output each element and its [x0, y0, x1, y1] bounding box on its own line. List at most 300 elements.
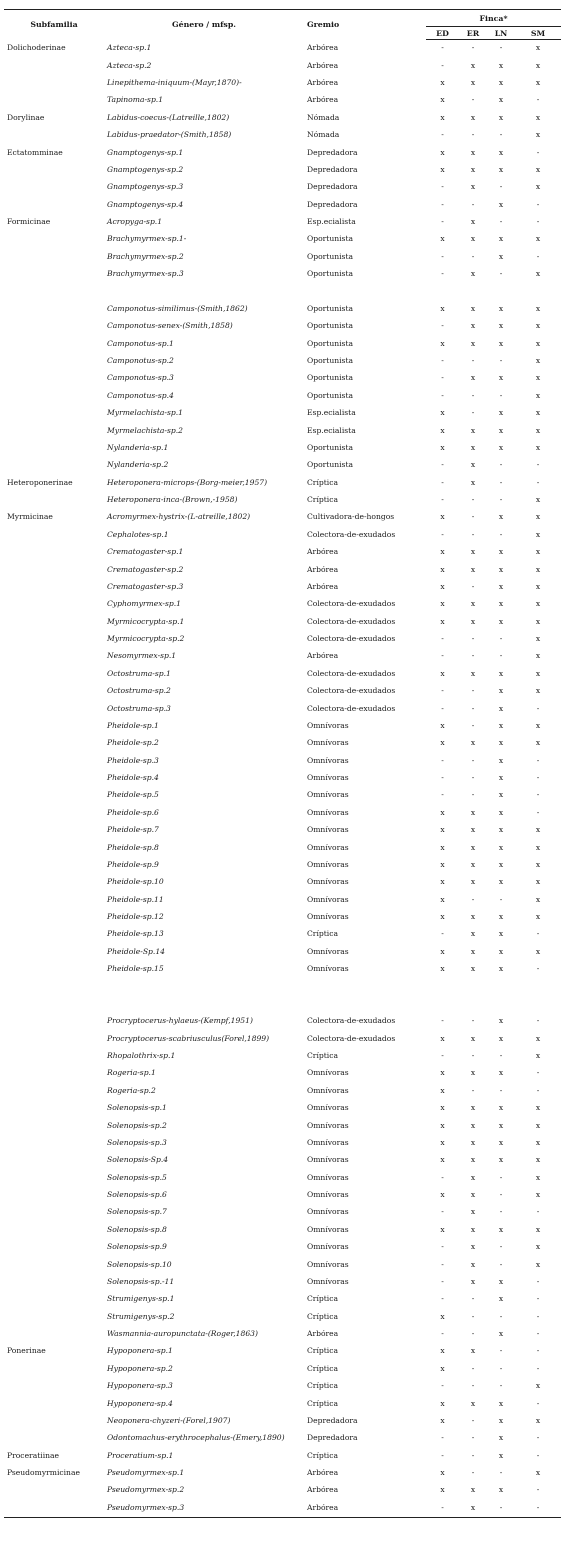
finca-er-cell: x — [470, 147, 476, 157]
finca-er-cell: x — [470, 1103, 476, 1113]
subfamilia-cell — [4, 1100, 104, 1117]
finca-er-cell: x — [470, 859, 476, 869]
subfamilia-cell — [4, 75, 104, 92]
finca-sm-cell: - — [536, 477, 540, 487]
finca-ed-cell: x — [440, 912, 445, 922]
subfamilia-cell: Myrmicinae — [7, 512, 53, 522]
gremio-cell: Omnívoras — [307, 773, 349, 783]
table-row — [4, 1239, 561, 1256]
finca-sm-cell: - — [536, 773, 540, 783]
gremio-cell: Arbórea — [307, 1468, 339, 1478]
finca-sm-cell: x — [535, 1224, 541, 1234]
finca-er-cell: x — [470, 60, 476, 70]
finca-ed-cell: - — [441, 1276, 444, 1286]
table-row — [4, 700, 561, 717]
subfamilia-cell — [4, 1117, 104, 1134]
finca-sm-cell: x — [535, 373, 541, 383]
finca-ed-cell: - — [441, 651, 444, 661]
subfamilia-cell — [4, 492, 104, 509]
finca-ed-cell: - — [441, 1294, 444, 1304]
finca-ln-cell: x — [498, 321, 504, 331]
subfamilia-cell — [4, 596, 104, 613]
genero-cell: Brachymyrmex-sp.3 — [107, 269, 184, 279]
finca-sm-cell: x — [535, 1242, 541, 1252]
finca-ed-cell: x — [440, 564, 445, 574]
table-row — [4, 1430, 561, 1447]
finca-sm-cell: - — [536, 147, 540, 157]
genero-cell: Procryptocerus-scabriusculus(Forel,1899) — [107, 1033, 270, 1043]
finca-ln-cell: x — [498, 1433, 504, 1443]
subfamilia-cell — [4, 440, 104, 457]
finca-er-cell: x — [470, 182, 476, 192]
finca-ed-cell: - — [441, 1242, 444, 1252]
genero-cell: Neoponera-chyzeri-(Forel,1907) — [107, 1415, 231, 1425]
gremio-cell: Oportunista — [307, 338, 354, 348]
table-row — [4, 1395, 561, 1412]
finca-er-cell: x — [470, 442, 476, 452]
subfamilia-cell — [4, 1187, 104, 1204]
table-row — [4, 440, 561, 457]
finca-er-cell: - — [471, 130, 475, 140]
spacer-row — [4, 283, 561, 300]
finca-ln-cell: x — [498, 703, 504, 713]
finca-ln-cell: x — [498, 251, 504, 261]
gremio-cell: Omnívoras — [307, 946, 349, 956]
finca-ed-cell: x — [440, 668, 445, 678]
finca-sm-cell: - — [536, 755, 540, 765]
finca-ln-cell: - — [499, 269, 503, 279]
finca-er-cell: - — [471, 1311, 475, 1321]
finca-er-cell: x — [470, 1068, 476, 1078]
finca-ed-cell: x — [440, 1085, 445, 1095]
finca-ln-cell: x — [498, 616, 504, 626]
finca-er-cell: x — [470, 912, 476, 922]
gremio-cell: Arbórea — [307, 547, 339, 557]
finca-er-cell: x — [470, 321, 476, 331]
finca-ed-cell: x — [440, 894, 445, 904]
gremio-cell: Omnívoras — [307, 825, 349, 835]
genero-cell: Hypoponera-sp.2 — [107, 1363, 173, 1373]
table-row — [4, 1100, 561, 1117]
table-row — [4, 1447, 561, 1464]
finca-sm-cell: - — [536, 1485, 540, 1495]
finca-sm-cell: x — [535, 442, 541, 452]
finca-sm-cell: x — [535, 894, 541, 904]
finca-sm-cell: - — [515, 1500, 561, 1518]
gremio-cell: Nómada — [307, 130, 340, 140]
subfamilia-cell — [4, 92, 104, 109]
finca-er-cell: - — [471, 1363, 475, 1373]
finca-sm-cell: x — [535, 112, 541, 122]
finca-sm-cell: x — [535, 269, 541, 279]
finca-ln-cell: - — [499, 1207, 503, 1217]
table-row — [4, 752, 561, 769]
header-ln: LN — [487, 27, 515, 40]
subfamilia-cell — [4, 370, 104, 387]
table-row — [4, 1083, 561, 1100]
finca-sm-cell: x — [535, 1381, 541, 1391]
gremio-cell: Críptica — [307, 477, 338, 487]
genero-cell: Pseudomyrmex-sp.2 — [107, 1485, 185, 1495]
genero-cell: Azteca-sp.1 — [107, 43, 152, 53]
subfamilia-cell — [4, 857, 104, 874]
finca-ln-cell: - — [487, 1500, 515, 1518]
finca-ln-cell: - — [499, 1363, 503, 1373]
header-ed: ED — [426, 27, 459, 40]
genero-cell: Pheidole-sp.2 — [107, 738, 159, 748]
finca-ed-cell: x — [440, 1415, 445, 1425]
finca-ed-cell: x — [440, 147, 445, 157]
finca-sm-cell: - — [536, 1398, 540, 1408]
gremio-cell: Colectora-de-exudados — [307, 634, 396, 644]
subfamilia-cell — [4, 874, 104, 891]
finca-sm-cell: x — [535, 60, 541, 70]
finca-ed-cell: x — [440, 946, 445, 956]
finca-sm-cell: - — [536, 1276, 540, 1286]
genero-cell: Octostruma-sp.2 — [107, 686, 171, 696]
finca-ln-cell: x — [498, 912, 504, 922]
finca-sm-cell: x — [535, 529, 541, 539]
table-row — [4, 1030, 561, 1047]
genero-cell: Pheidole-sp.3 — [107, 755, 159, 765]
finca-sm-cell: x — [535, 1137, 541, 1147]
finca-er-cell: x — [470, 877, 476, 887]
subfamilia-cell — [4, 1013, 104, 1030]
subfamilia-cell — [4, 1048, 104, 1065]
finca-ed-cell: - — [441, 1172, 444, 1182]
finca-er-cell: x — [470, 807, 476, 817]
finca-sm-cell: - — [536, 95, 540, 105]
finca-ln-cell: x — [498, 303, 504, 313]
subfamilia-cell: Ponerinae — [7, 1346, 46, 1356]
finca-sm-cell: x — [535, 686, 541, 696]
gremio-cell: Colectora-de-exudados — [307, 1016, 396, 1026]
finca-ln-cell: x — [498, 720, 504, 730]
finca-sm-cell: - — [536, 460, 540, 470]
finca-er-cell: - — [471, 495, 475, 505]
genero-cell: Pheidole-sp.1 — [107, 720, 159, 730]
gremio-cell: Oportunista — [307, 234, 354, 244]
finca-ln-cell: x — [498, 95, 504, 105]
finca-ln-cell: x — [498, 964, 504, 974]
finca-er-cell: x — [470, 825, 476, 835]
table-row — [4, 370, 561, 387]
subfamilia-cell — [4, 735, 104, 752]
gremio-cell: Cultivadora-de-hongos — [307, 512, 395, 522]
finca-ln-cell: - — [499, 1259, 503, 1269]
finca-sm-cell: x — [535, 547, 541, 557]
subfamilia-cell — [4, 839, 104, 856]
genero-cell: Acropyga-sp.1 — [107, 217, 163, 227]
finca-ed-cell: - — [441, 1051, 444, 1061]
finca-sm-cell: - — [536, 1207, 540, 1217]
finca-ed-cell: - — [441, 460, 444, 470]
gremio-cell: Oportunista — [307, 269, 354, 279]
table-row — [4, 857, 561, 874]
finca-er-cell: x — [470, 338, 476, 348]
finca-er-cell: x — [470, 1259, 476, 1269]
subfamilia-cell — [4, 805, 104, 822]
finca-ln-cell: x — [498, 78, 504, 88]
table-row — [4, 509, 561, 526]
gremio-cell: Omnívoras — [307, 1137, 349, 1147]
genero-cell: Camponotus-sp.4 — [107, 390, 174, 400]
finca-er-cell: - — [471, 686, 475, 696]
table-row — [4, 909, 561, 926]
genero-cell: Tapinoma-sp.1 — [107, 95, 164, 105]
genero-cell: Pheidole-sp.4 — [107, 773, 159, 783]
finca-er-cell: x — [470, 477, 476, 487]
genero-cell: Solenopsis-sp.6 — [107, 1190, 167, 1200]
finca-sm-cell: x — [535, 1415, 541, 1425]
table-row — [4, 1048, 561, 1065]
finca-er-cell: x — [470, 842, 476, 852]
subfamilia-cell — [4, 579, 104, 596]
table-row — [4, 579, 561, 596]
gremio-cell: Omnívoras — [307, 1068, 349, 1078]
gremio-cell: Arbórea — [307, 78, 339, 88]
finca-sm-cell: x — [535, 1103, 541, 1113]
finca-ln-cell: - — [499, 182, 503, 192]
gremio-cell: Arbórea — [307, 43, 339, 53]
finca-er-cell: - — [471, 199, 475, 209]
table-row — [4, 1482, 561, 1499]
finca-ln-cell: x — [498, 755, 504, 765]
subfamilia-cell: Proceratiinae — [7, 1450, 60, 1460]
gremio-cell: Omnívoras — [307, 1172, 349, 1182]
finca-ln-cell: x — [498, 807, 504, 817]
genero-cell: Linepithema-iniquum-(Mayr,1870)- — [107, 78, 242, 88]
genero-cell: Camponotus-sp.2 — [107, 356, 174, 366]
finca-er-cell: x — [470, 112, 476, 122]
subfamilia-cell — [4, 422, 104, 439]
finca-sm-cell: - — [536, 790, 540, 800]
finca-ed-cell: x — [440, 1155, 445, 1165]
finca-ed-cell: - — [441, 1450, 444, 1460]
gremio-cell: Críptica — [307, 1051, 338, 1061]
subfamilia-cell — [4, 1395, 104, 1412]
finca-ln-cell: - — [499, 390, 503, 400]
header-finca: Finca* — [426, 10, 561, 27]
subfamilia-cell — [4, 648, 104, 665]
finca-sm-cell: x — [535, 1120, 541, 1130]
table-row — [4, 1308, 561, 1325]
genero-cell: Rhopalothrix-sp.1 — [107, 1051, 176, 1061]
finca-sm-cell: x — [535, 616, 541, 626]
genero-cell: Acromyrmex-hystrix-(L-atreille,1802) — [107, 512, 251, 522]
subfamilia-cell — [4, 544, 104, 561]
gremio-cell: Omnívoras — [307, 964, 349, 974]
finca-er-cell: - — [471, 356, 475, 366]
genero-cell: Pheidole-sp.5 — [107, 790, 159, 800]
subfamilia-cell — [4, 266, 104, 283]
subfamilia-cell — [4, 683, 104, 700]
gremio-cell: Omnívoras — [307, 807, 349, 817]
table-row — [4, 75, 561, 92]
finca-ed-cell: - — [441, 790, 444, 800]
genero-cell: Nylanderia-sp.1 — [107, 442, 169, 452]
subfamilia-cell — [4, 1308, 104, 1325]
finca-er-cell: - — [471, 1085, 475, 1095]
table-row — [4, 891, 561, 908]
finca-ed-cell: - — [441, 1207, 444, 1217]
finca-ed-cell: - — [441, 321, 444, 331]
finca-ln-cell: x — [498, 825, 504, 835]
table-row — [4, 196, 561, 213]
finca-sm-cell: x — [535, 425, 541, 435]
finca-er-cell: x — [470, 929, 476, 939]
gremio-cell: Oportunista — [307, 442, 354, 452]
finca-sm-cell: x — [535, 495, 541, 505]
subfamilia-cell: Ectatomminae — [7, 147, 63, 157]
finca-ed-cell: - — [441, 1016, 444, 1026]
subfamilia-cell — [4, 1204, 104, 1221]
finca-er-cell: x — [470, 303, 476, 313]
subfamilia-cell — [4, 561, 104, 578]
table-row — [4, 874, 561, 891]
finca-ed-cell: x — [440, 1068, 445, 1078]
subfamilia-cell — [4, 1430, 104, 1447]
table-row — [4, 926, 561, 943]
finca-ln-cell: x — [498, 946, 504, 956]
table-row — [4, 1343, 561, 1360]
genero-cell: Camponotus-sp.1 — [107, 338, 174, 348]
subfamilia-cell — [4, 787, 104, 804]
finca-sm-cell: x — [535, 1155, 541, 1165]
gremio-cell: Críptica — [307, 1363, 338, 1373]
genero-cell: Proceratium-sp.1 — [107, 1450, 174, 1460]
finca-ed-cell: x — [440, 859, 445, 869]
subfamilia-cell — [4, 1030, 104, 1047]
finca-sm-cell: x — [535, 1033, 541, 1043]
finca-er-cell: - — [471, 1016, 475, 1026]
table-row — [4, 162, 561, 179]
finca-ed-cell: - — [441, 686, 444, 696]
finca-er-cell: x — [470, 668, 476, 678]
table-row — [4, 839, 561, 856]
finca-er-cell: x — [470, 564, 476, 574]
finca-ln-cell: x — [498, 564, 504, 574]
genero-cell: Hypoponera-sp.4 — [107, 1398, 173, 1408]
finca-er-cell: x — [470, 269, 476, 279]
spacer-cell — [4, 283, 561, 300]
genero-cell: Solenopsis-sp.8 — [107, 1224, 167, 1234]
subfamilia-cell — [4, 909, 104, 926]
finca-ed-cell: - — [441, 182, 444, 192]
table-row — [4, 1361, 561, 1378]
header-gremio: Gremio — [307, 20, 340, 30]
subfamilia-cell — [4, 301, 104, 318]
genero-cell: Solenopsis-Sp.4 — [107, 1155, 169, 1165]
finca-ln-cell: x — [498, 1137, 504, 1147]
finca-ed-cell: x — [440, 425, 445, 435]
finca-ed-cell: - — [441, 356, 444, 366]
finca-ed-cell: x — [440, 1363, 445, 1373]
finca-ed-cell: - — [441, 495, 444, 505]
table-row — [4, 787, 561, 804]
header-genero: Género / mfsp. — [172, 20, 236, 30]
finca-ed-cell: - — [441, 1433, 444, 1443]
finca-ln-cell: - — [499, 1172, 503, 1182]
subfamilia-cell — [4, 1256, 104, 1273]
finca-er-cell: x — [470, 616, 476, 626]
genero-cell: Camponotus-senex-(Smith,1858) — [107, 321, 233, 331]
gremio-cell: Depredadora — [307, 147, 358, 157]
finca-sm-cell: - — [536, 1329, 540, 1339]
finca-ln-cell: - — [499, 651, 503, 661]
gremio-cell: Depredadora — [307, 182, 358, 192]
finca-ed-cell: - — [441, 773, 444, 783]
finca-sm-cell: x — [535, 164, 541, 174]
finca-sm-cell: x — [535, 1468, 541, 1478]
finca-ed-cell: x — [440, 738, 445, 748]
finca-ln-cell: x — [498, 1033, 504, 1043]
subfamilia-cell — [4, 666, 104, 683]
finca-sm-cell: x — [535, 1172, 541, 1182]
table-row — [4, 127, 561, 144]
gremio-cell: Depredadora — [307, 1433, 358, 1443]
finca-sm-cell: - — [536, 1363, 540, 1373]
table-row — [4, 144, 561, 161]
finca-ln-cell: x — [498, 442, 504, 452]
finca-sm-cell: x — [535, 842, 541, 852]
subfamilia-cell — [4, 1239, 104, 1256]
genero-cell: Cephalotes-sp.1 — [107, 529, 169, 539]
finca-sm-cell: x — [535, 43, 541, 53]
gremio-cell: Arbórea — [307, 95, 339, 105]
genero-cell: Rogeria-sp.2 — [107, 1085, 156, 1095]
finca-er-cell: x — [470, 1242, 476, 1252]
finca-ed-cell: - — [441, 269, 444, 279]
finca-sm-cell: x — [535, 720, 541, 730]
finca-sm-cell: - — [536, 251, 540, 261]
finca-ed-cell: - — [441, 373, 444, 383]
finca-ln-cell: - — [499, 477, 503, 487]
finca-sm-cell: x — [535, 564, 541, 574]
finca-ln-cell: x — [498, 738, 504, 748]
gremio-cell: Oportunista — [307, 251, 354, 261]
gremio-cell: Depredadora — [307, 199, 358, 209]
finca-ln-cell: x — [498, 1068, 504, 1078]
finca-ln-cell: x — [498, 234, 504, 244]
finca-ed-cell: - — [441, 929, 444, 939]
table-row — [4, 527, 561, 544]
finca-ln-cell: - — [499, 356, 503, 366]
finca-ln-cell: x — [498, 581, 504, 591]
finca-sm-cell: x — [535, 512, 541, 522]
gremio-cell: Colectora-de-exudados — [307, 686, 396, 696]
finca-ln-cell: x — [498, 929, 504, 939]
subfamilia-cell — [4, 1482, 104, 1499]
finca-ln-cell: - — [499, 1190, 503, 1200]
table-row — [4, 1117, 561, 1134]
genero-cell: Pheidole-sp.6 — [107, 807, 159, 817]
subfamilia-cell — [4, 179, 104, 196]
finca-sm-cell: - — [536, 964, 540, 974]
genero-cell: Gnamptogenys-sp.1 — [107, 147, 184, 157]
subfamilia-cell — [4, 752, 104, 769]
finca-sm-cell: x — [535, 1051, 541, 1061]
finca-ed-cell: - — [441, 634, 444, 644]
finca-ed-cell: x — [440, 1224, 445, 1234]
finca-er-cell: - — [471, 43, 475, 53]
finca-sm-cell: x — [535, 1259, 541, 1269]
gremio-cell: Arbórea — [307, 564, 339, 574]
finca-ln-cell: x — [498, 877, 504, 887]
table-row — [4, 1065, 561, 1082]
gremio-cell: Omnívoras — [307, 738, 349, 748]
genero-cell: Gnamptogenys-sp.3 — [107, 182, 184, 192]
